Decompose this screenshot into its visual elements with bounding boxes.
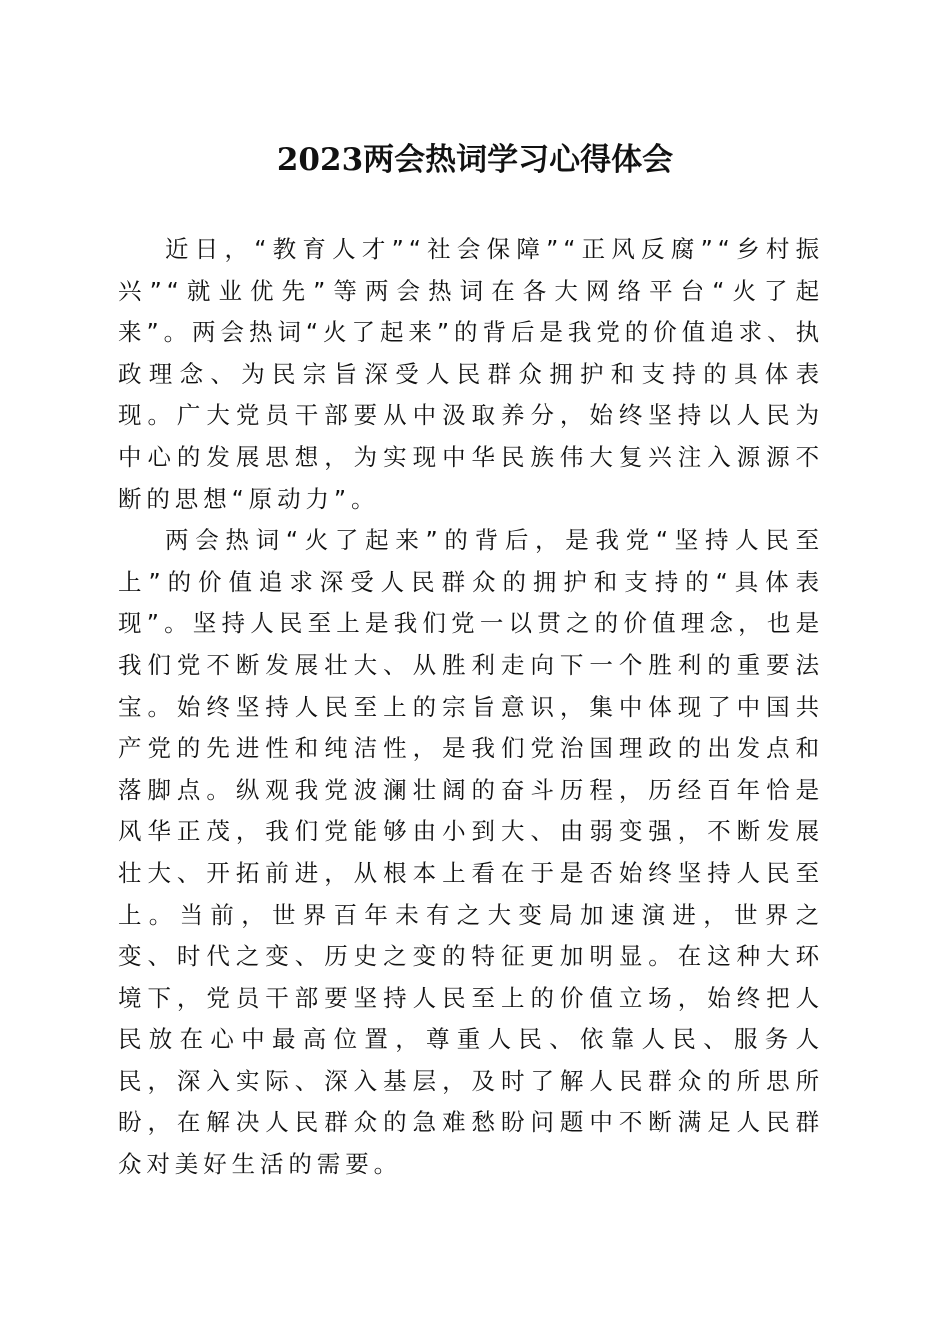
paragraph-intro: 近日，“教育人才”“社会保障”“正风反腐”“乡村振兴”“就业优先”等两会热词在各大网络平台“火了起来”。两会热词“火了起来”的背后是我党的价值追求、执政理念、为民宗旨深受人民群众拥护和支持的具体表现。广大党员干部要从中汲取养分，始终坚持以人民为中心的发展思想，为实现中华民族伟大复兴注入源源不断的思想“原动力”。 [118,235,824,513]
document-title: 2023两会热词学习心得体会 [276,142,674,178]
document-body [118,229,824,1186]
paragraph-main: 两会热词“火了起来”的背后，是我党“坚持人民至上”的价值追求深受人民群众的拥护和支持的“具体表现”。坚持人民至上是我们党一以贯之的价值理念，也是我们党不断发展壮大、从胜利走向下一个胜利的重要法宝。始终坚持人民至上的宗旨意识，集中体现了中国共产党的先进性和纯洁性，是我们党治国理政的出发点和落脚点。纵观我党波澜壮阔的奋斗历程，历经百年恰是风华正茂，我们党能够由小到大、由弱变强，不断发展壮大、开拓前进，从根本上看在于是否始终坚持人民至上。当前，世界百年未有之大变局加速演进，世界之变、时代之变、历史之变的特征更加明显。在这种大环境下，党员干部要坚持人民至上的价值立场，始终把人民放在心中最高位置，尊重人民、依靠人民、服务人民，深入实际、深入基层，及时了解人民群众的所思所盼，在解决人民群众的急难愁盼问题中不断满足人民群众对美好生活的需要。 [118,526,824,1179]
